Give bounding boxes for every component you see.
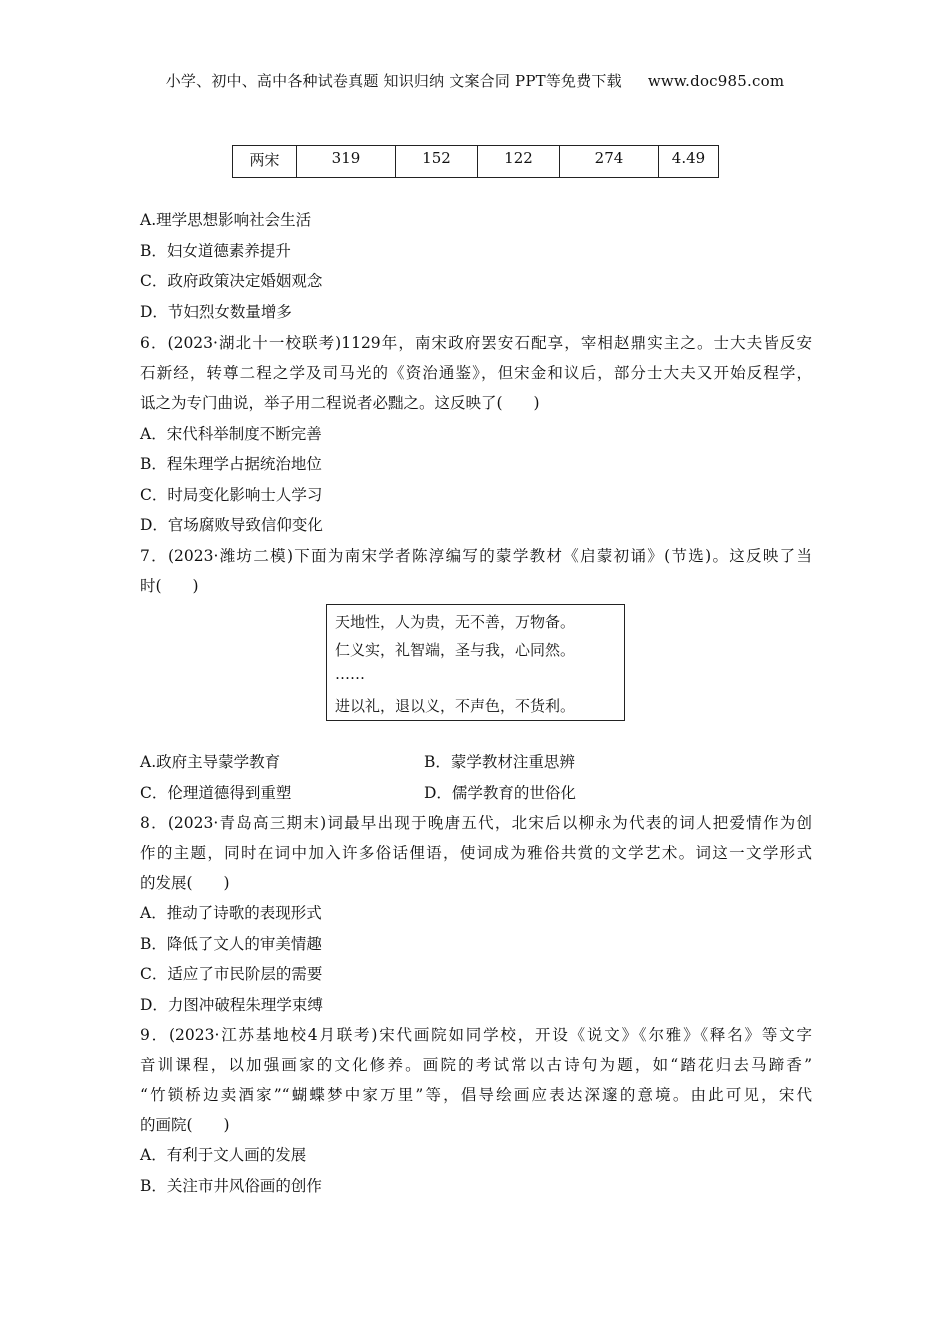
q9-stem-line3: “竹锁桥边卖酒家”“蝴蝶梦中家万里”等，倡导绘画应表达深邃的意境。由此可见，宋代 [140,1086,812,1104]
q9-stem-line2: 音训课程，以加强画家的文化修养。画院的考试常以古诗句为题，如“踏花归去马蹄香” [140,1056,812,1074]
poem-excerpt-box [326,604,625,721]
q6-option-c: C．时局变化影响士人学习 [140,486,323,504]
q8-option-d: D．力图冲破程朱理学束缚 [140,996,323,1014]
q7-stem-line2: 时( ) [140,577,199,595]
q7-option-d: D．儒学教育的世俗化 [424,784,576,802]
header-url[interactable]: www.doc985.com [647,72,785,90]
q8-stem-line2: 作的主题，同时在词中加入许多俗话俚语，使词成为雅俗共赏的文学艺术。词这一文学形式 [140,844,812,862]
poem-line: 进以礼，退以义，不声色，不货利。 [335,697,576,715]
q7-stem-line1: 7．(2023·潍坊二模)下面为南宋学者陈淳编写的蒙学教材《启蒙初诵》(节选)。这反映了当 [140,547,812,565]
q7-option-a: A.政府主导蒙学教育 [140,753,281,771]
header-text: 小学、初中、高中各种试卷真题 知识归纳 文案合同 PPT等免费下载 [165,72,622,90]
table-cell: 152 [396,146,478,178]
q8-option-b: B．降低了文人的审美情趣 [140,935,322,953]
q6-stem-line3: 诋之为专门曲说，举子用二程说者必黜之。这反映了( ) [140,394,540,412]
q6-option-d: D．官场腐败导致信仰变化 [140,516,323,534]
q5-option-b: B．妇女道德素养提升 [140,242,291,260]
q5-option-c: C．政府政策决定婚姻观念 [140,272,323,290]
q6-option-a: A．宋代科举制度不断完善 [140,425,322,443]
q9-stem-line4: 的画院( ) [140,1116,230,1134]
table-cell: 274 [560,146,659,178]
poem-line: 仁义实，礼智端，圣与我，心同然。 [335,641,576,659]
table-cell: 319 [297,146,396,178]
page-header [0,70,950,91]
table-row [233,146,719,178]
poem-line: 天地性，人为贵，无不善，万物备。 [335,613,576,631]
q9-option-b: B．关注市井风俗画的创作 [140,1177,322,1195]
q6-stem-line2: 石新经，转尊二程之学及司马光的《资治通鉴》，但宋金和议后，部分士大夫又开始反程学， [140,364,812,382]
q8-stem-line3: 的发展( ) [140,874,230,892]
q8-option-c: C．适应了市民阶层的需要 [140,965,323,983]
table-cell: 4.49 [659,146,719,178]
q5-option-a: A.理学思想影响社会生活 [140,211,312,229]
q8-option-a: A．推动了诗歌的表现形式 [140,904,322,922]
data-table [232,145,719,178]
table-cell-period: 两宋 [233,146,297,178]
q6-stem-line1: 6．(2023·湖北十一校联考)1129年，南宋政府罢安石配享，宰相赵鼎实主之。士大夫皆反安 [140,334,812,352]
q8-stem-line1: 8．(2023·青岛高三期末)词最早出现于晚唐五代，北宋后以柳永为代表的词人把爱情作为创 [140,814,812,832]
q7-option-b: B．蒙学教材注重思辨 [424,753,575,771]
q7-option-c: C．伦理道德得到重塑 [140,784,292,802]
q9-stem-line1: 9．(2023·江苏基地校4月联考)宋代画院如同学校，开设《说文》《尔雅》《释名》等文字 [140,1026,812,1044]
q6-option-b: B．程朱理学占据统治地位 [140,455,322,473]
table-cell: 122 [478,146,560,178]
q5-option-d: D．节妇烈女数量增多 [140,303,292,321]
q9-option-a: A．有利于文人画的发展 [140,1146,307,1164]
poem-ellipsis: …… [335,665,365,683]
